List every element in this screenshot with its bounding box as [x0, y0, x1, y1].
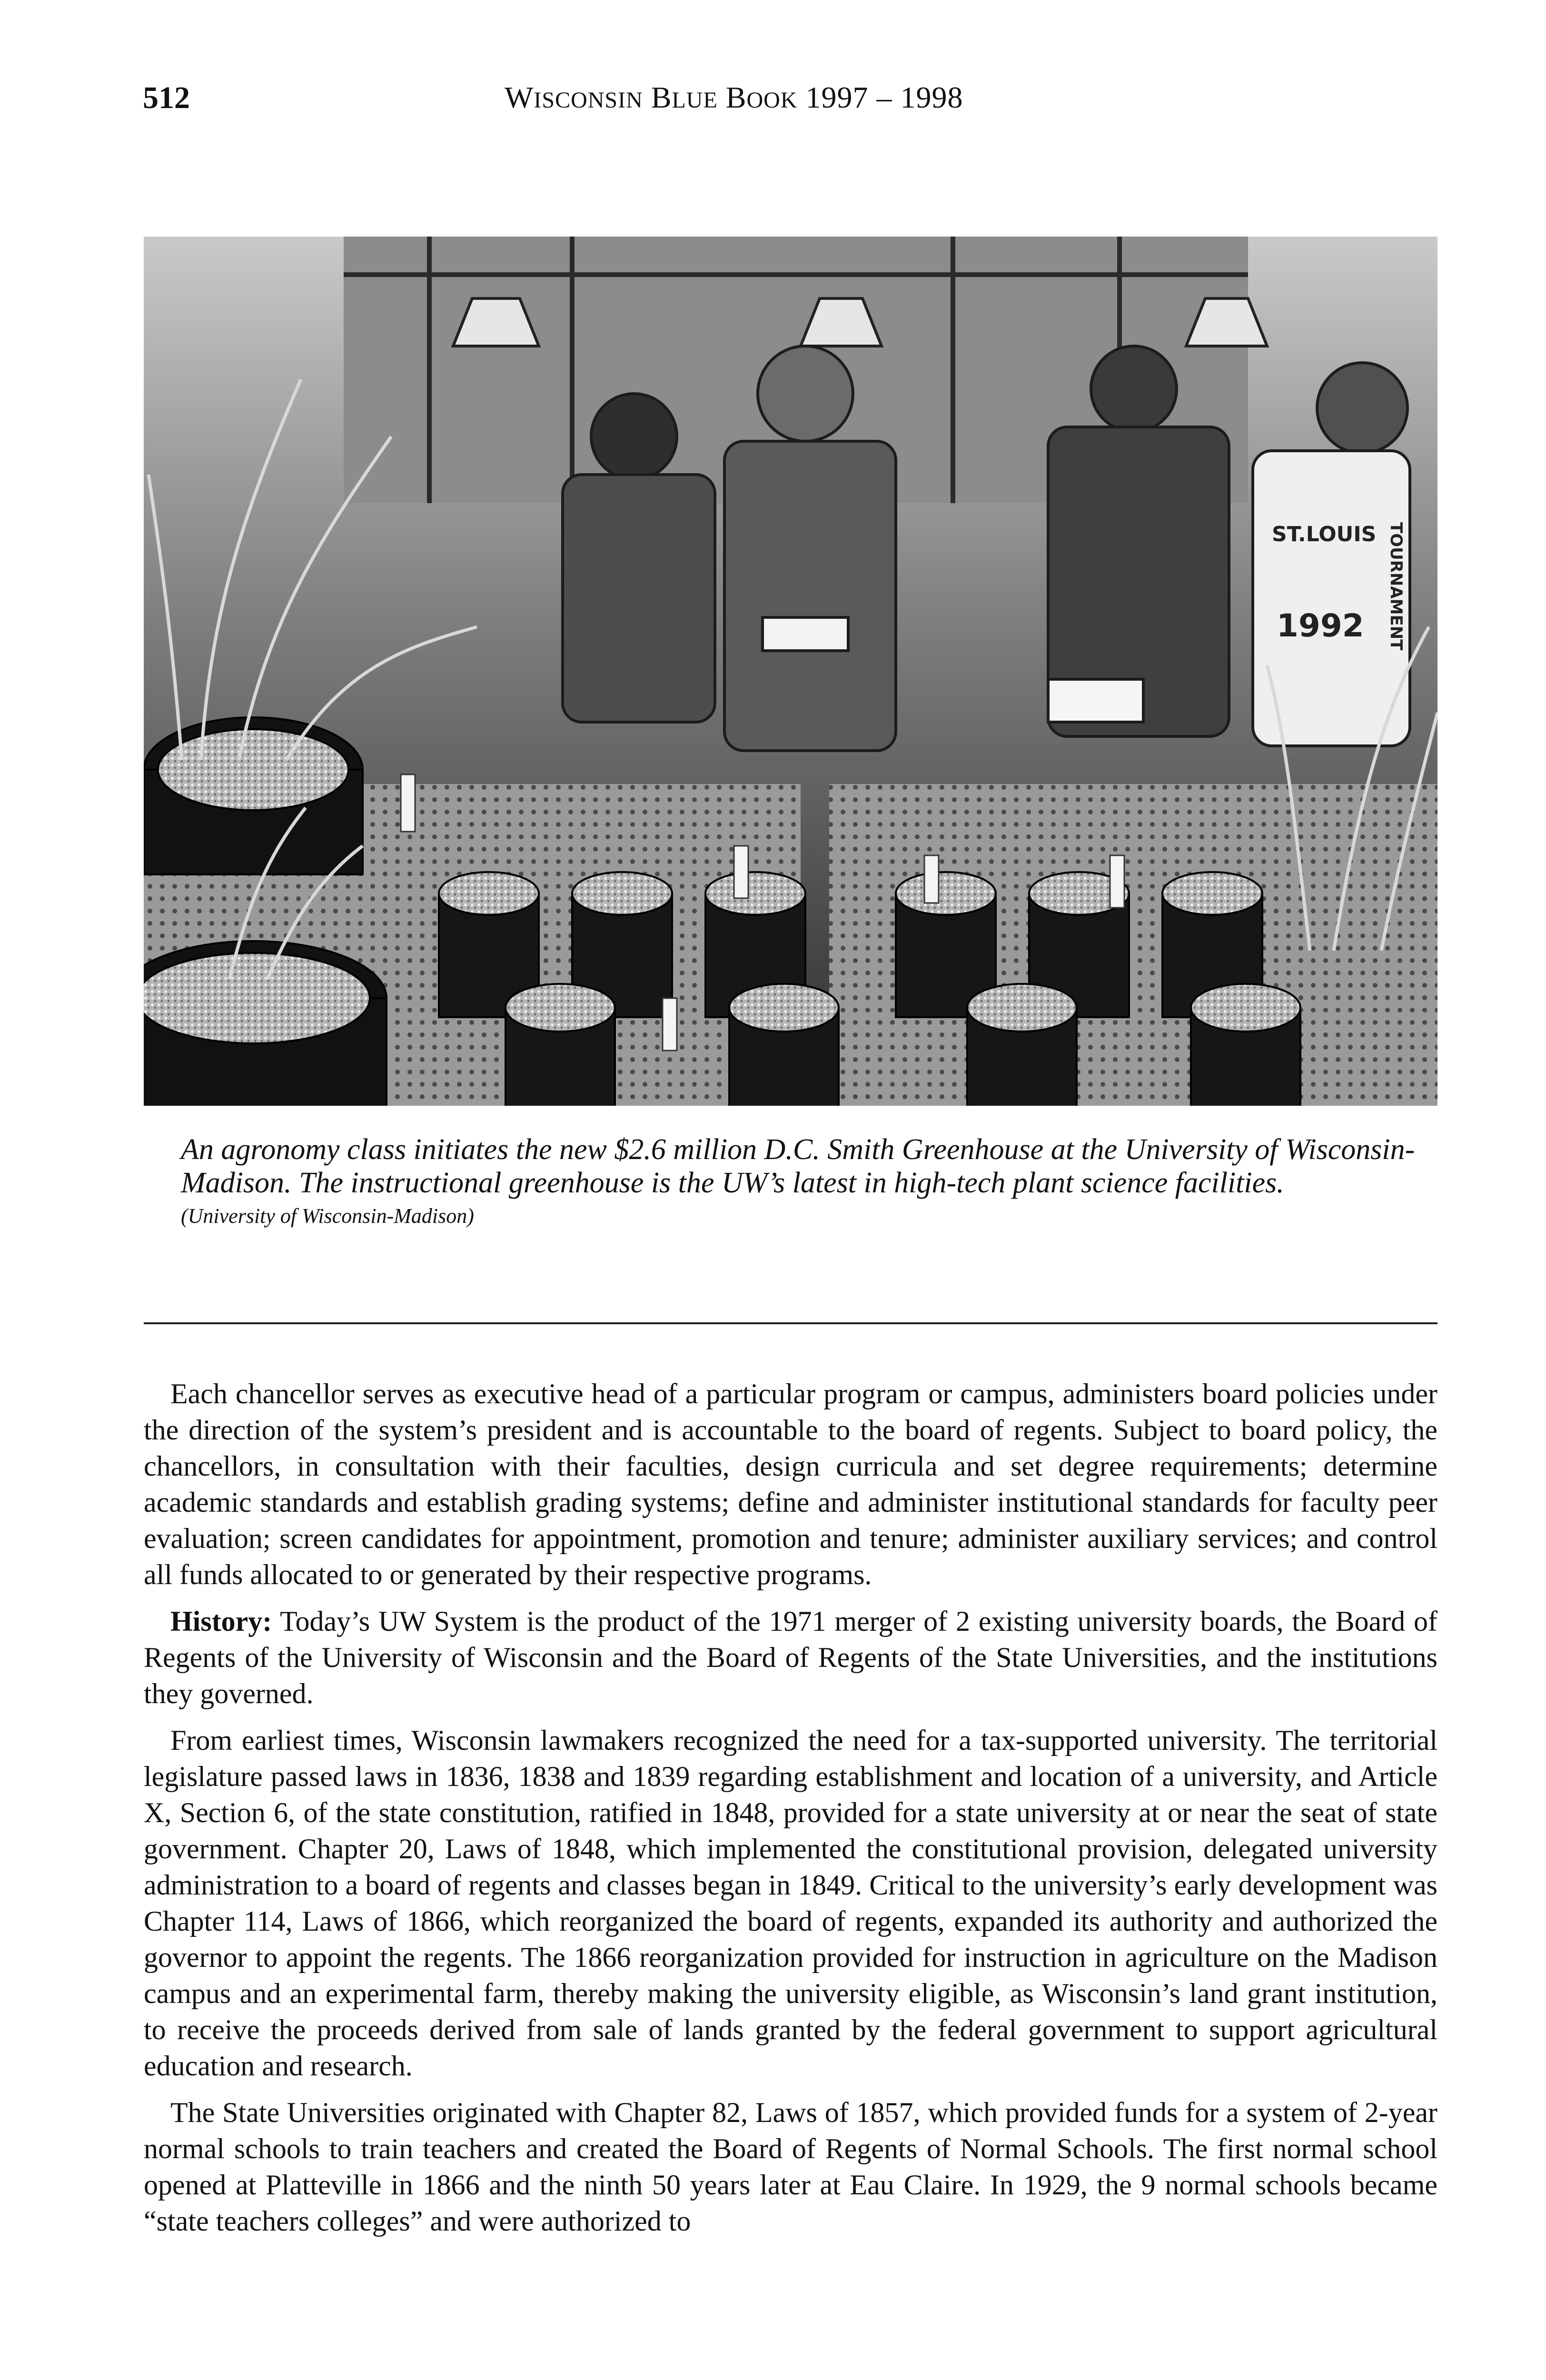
shirt-text: ST.LOUIS [1272, 522, 1377, 546]
page-number: 512 [143, 80, 190, 115]
shirt-side-text: TOURNAMENT [1387, 522, 1406, 651]
running-title: WISCONSIN BLUE BOOK 1997 – 1998 [505, 80, 963, 114]
paragraph-state-universities: The State Universities originated with Chapter 82, Laws of 1857, which provided funds for a system of 2-year normal schools to train teachers and created the Board of Regents of Normal Schools. The first normal school opened at Platteville in 1866 and the ninth 50 years later at Eau Claire. In 1929, the 9 normal schools became “state teachers colleges” and were authorized to [144, 2097, 1437, 2237]
photo-credit: (University of Wisconsin-Madison) [181, 1204, 474, 1228]
running-head [0, 80, 1546, 137]
body-text [144, 1376, 1437, 2250]
history-heading: History: [170, 1606, 272, 1637]
paragraph-history: History: Today’s UW System is the product of the 1971 merger of 2 existing university boards, the Board of Regents of the University of Wisconsin and the Board of Regents of the State Universities, and the institutions they governed. [144, 1606, 1437, 1709]
paragraph-chancellors: Each chancellor serves as executive head of a particular program or campus, administers board policies under the direction of the system’s president and is accountable to the board of regents. Subject to board policy, the chancellors, in consultation with their faculties, design curricula and set degree requirements; determine academic standards and establish grading systems; define and administer institutional standards for faculty peer evaluation; screen candidates for appointment, promotion and tenure; administer auxiliary services; and control all funds allocated to or generated by their respective programs. [144, 1378, 1437, 1590]
photo-caption: An agronomy class initiates the new $2.6 million D.C. Smith Greenhouse at the University of Wisconsin-Madison. The instructional greenhouse is the UW’s latest in high-tech plant science facilities. [181, 1133, 1415, 1199]
greenhouse-photo [144, 237, 1437, 1106]
paragraph-early-times: From earliest times, Wisconsin lawmakers recognized the need for a tax-supported university. The territorial legislature passed laws in 1836, 1838 and 1839 regarding establishment and location of a university, and Article X, Section 6, of the state constitution, ratified in 1848, provided for a state university at or near the seat of state government. Chapter 20, Laws of 1848, which implemented the constitutional provision, delegated university administration to a board of regents and classes began in 1849. Critical to the university’s early development was Chapter 114, Laws of 1866, which reorganized the board of regents, expanded its authority and authorized the governor to appoint the regents. The 1866 reorganization provided for instruction in agriculture on the Madison campus and an experimental farm, thereby making the university eligible, as Wisconsin’s land grant institution, to receive the proceeds derived from sale of lands granted by the federal government to support agricultural education and research. [144, 1725, 1437, 2082]
shirt-year: 1992 [1277, 607, 1364, 644]
section-divider [144, 1322, 1437, 1324]
